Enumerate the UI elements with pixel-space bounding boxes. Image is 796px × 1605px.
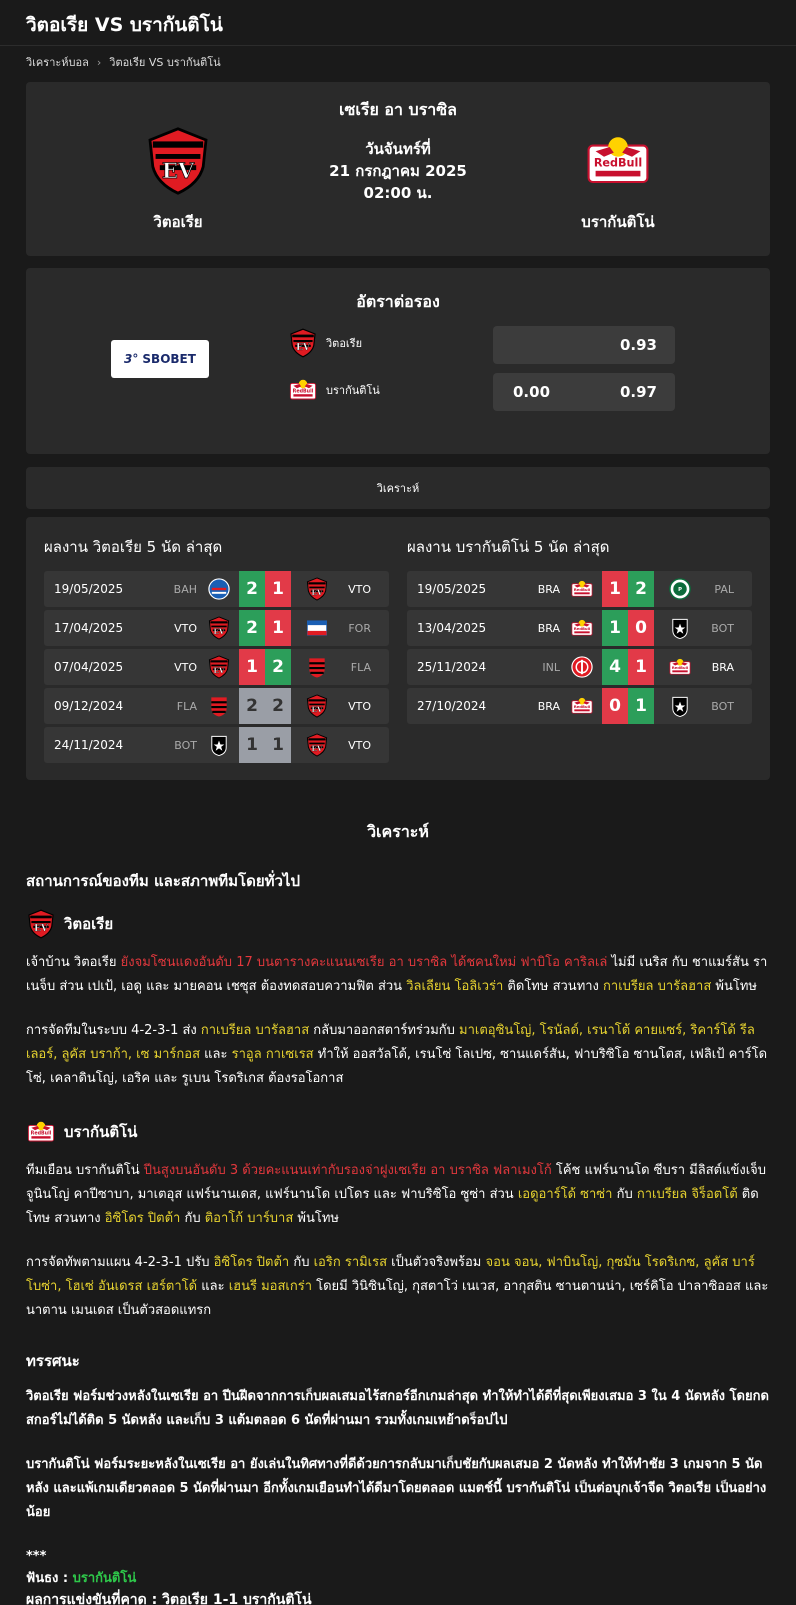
- away-team-heading: [26, 1117, 770, 1147]
- home-team-heading-label: วิตอเรีย: [64, 915, 114, 933]
- highlighted-text: เอริก รามิเรส: [313, 1255, 388, 1270]
- paragraph-text: ทีมเยือน บรากันติโน่: [26, 1163, 144, 1178]
- recent-form-card: [26, 517, 770, 780]
- away-team-code: PAL: [714, 582, 734, 596]
- match-result-row[interactable]: [407, 571, 752, 607]
- away-score: 1: [265, 727, 291, 763]
- match-result-row[interactable]: [44, 610, 389, 646]
- away-team-code: FOR: [348, 621, 371, 635]
- breadcrumb-current: วิตอเรีย VS บรากันติโน่: [109, 56, 221, 69]
- paragraph-text: ทำให้ ออสวัลโด้, เรนโซ่ โลเปซ, ซานแดร์สัน, ฟาบริซิโอ ซานโตส, เฟลิเป้ คาร์โดโซ่, เคลาดินโญ่, เอริค และ รูเบน โรดริเกส ต้องรอโอกาส: [26, 1047, 768, 1086]
- match-result-row[interactable]: [407, 688, 752, 724]
- away-form-list: [407, 571, 752, 724]
- highlighted-text: ติอาโก้ บาร์บาส: [204, 1211, 294, 1226]
- match-date: 09/12/2024: [54, 699, 124, 713]
- highlighted-text: เฮนรี มอสเกร่า: [228, 1279, 312, 1294]
- botafogo-crest-icon: [668, 616, 692, 640]
- home-team-code: VTO: [174, 621, 197, 635]
- home-team-code: BAH: [173, 582, 197, 596]
- home-team-name: วิตอเรีย: [153, 213, 203, 231]
- highlighted-text: มาเตอุซินโญ่, โรนัลด์, เรนาโต้ คายแซร์, ริคาร์โด้ รีลเลอร์, ลูคัส บราก้า, เซ มาร์กอส: [26, 1023, 755, 1062]
- flamengo-crest-icon: [305, 655, 329, 679]
- odds-away-box[interactable]: [493, 373, 675, 411]
- bragantino-crest-icon: [668, 655, 692, 679]
- separator-stars: ***: [26, 1549, 47, 1564]
- analysis-article: [0, 820, 796, 1605]
- paragraph-text: กับ: [289, 1255, 314, 1270]
- away-score: 2: [265, 649, 291, 685]
- away-team-code: BOT: [711, 699, 734, 713]
- team-situation-heading: สถานการณ์ของทีม และสภาพทีมโดยทั่วไป: [26, 872, 300, 890]
- paragraph-text: ติดโทษ สวนทาง: [503, 979, 604, 994]
- pick-line: [26, 1569, 770, 1589]
- match-result-row[interactable]: [44, 727, 389, 763]
- away-lineup-paragraph: [26, 1251, 770, 1323]
- highlighted-text: กาเบรียล จิร็อตโต้: [636, 1187, 738, 1202]
- away-score: 1: [265, 571, 291, 607]
- breadcrumb: [0, 46, 796, 78]
- prediction-label: ผลการแข่งขันที่คาด :: [26, 1592, 163, 1605]
- match-result-row[interactable]: [44, 571, 389, 607]
- match-date: 27/10/2024: [417, 699, 487, 713]
- home-lineup-paragraph: [26, 1019, 770, 1091]
- bookmaker-name: SBOBET: [142, 352, 196, 366]
- away-team-code: FLA: [350, 660, 371, 674]
- odds-home-box[interactable]: [493, 326, 675, 364]
- paragraph-text: การจัดทัพตามแผน 4-2-3-1 ปรับ: [26, 1255, 214, 1270]
- match-day: วันจันทร์ที่: [365, 140, 431, 158]
- bragantino-crest-icon: [570, 616, 594, 640]
- paragraph-text: กับ: [180, 1211, 205, 1226]
- home-score: 1: [602, 610, 628, 646]
- bragantino-crest-icon: [570, 577, 594, 601]
- home-score: 2: [239, 610, 265, 646]
- bahia-crest-icon: [207, 577, 231, 601]
- view-heading: ทรรศนะ: [26, 1352, 80, 1370]
- away-score: 1: [628, 688, 654, 724]
- away-form-column: [407, 535, 752, 762]
- sbobet-logo[interactable]: [111, 340, 209, 378]
- fortaleza-crest-icon: [305, 616, 329, 640]
- tab-analysis-label: วิเคราะห์: [376, 482, 420, 495]
- match-date: 24/11/2024: [54, 738, 124, 752]
- home-score: 2: [239, 571, 265, 607]
- highlighted-text: ราอูล กาเซเรส: [231, 1047, 314, 1062]
- match-time: 02:00 น.: [363, 184, 433, 202]
- internacional-crest-icon: [570, 655, 594, 679]
- home-team-heading: [26, 909, 770, 939]
- page-header: [0, 0, 796, 46]
- odds-home-value: 0.93: [619, 336, 657, 354]
- vitoria-crest-icon: [305, 694, 329, 718]
- away-team-code: BRA: [711, 660, 734, 674]
- odds-card: [26, 268, 770, 454]
- home-team-code: VTO: [174, 660, 197, 674]
- home-score: 0: [602, 688, 628, 724]
- home-news-paragraph: [26, 951, 770, 999]
- home-form-list: [44, 571, 389, 763]
- bragantino-crest-icon: [26, 1117, 56, 1147]
- match-result-row[interactable]: [44, 688, 389, 724]
- away-team-code: VTO: [348, 699, 371, 713]
- botafogo-crest-icon: [207, 733, 231, 757]
- paragraph-text: โดยมี วินิซินโญ่, กุสตาโว่ เนเวส, อากุสติน ซานตานน่า, เซร์คิโอ ปาลาซิออส และ นาตาน เมนเดส เป็นตัวสอดแทรก: [26, 1279, 769, 1318]
- match-date: 19/05/2025: [417, 582, 487, 596]
- away-form-title: ผลงาน บรากันติโน่ 5 นัด ล่าสุด: [407, 538, 610, 556]
- vitoria-crest-icon: [305, 577, 329, 601]
- pick-team: บรากันติโน่: [72, 1571, 137, 1586]
- paragraph-text: เป็นตัวจริงพร้อม: [387, 1255, 486, 1270]
- home-team-code: FLA: [176, 699, 197, 713]
- odds-home-name: วิตอเรีย: [326, 337, 363, 350]
- away-news-paragraph: [26, 1159, 770, 1231]
- paragraph-text: พ้นโทษ: [711, 979, 757, 994]
- match-date: 17/04/2025: [54, 621, 124, 635]
- away-score: 1: [628, 649, 654, 685]
- match-date: 25/11/2024: [417, 660, 487, 674]
- paragraph-text: โค้ช แฟร์นานโด ซีบรา มีลิสต์แข้งเจ็บ จูนินโญ่ คาปีซาบา, มาเตอุส แฟร์นานเดส, แฟร์นานโด เปโดร และ ฟาบริซิโอ ซูซ่า ส่วน: [26, 1163, 767, 1202]
- highlighted-text: อิซิโดร ปิตต้า: [213, 1255, 290, 1270]
- away-score: 2: [265, 688, 291, 724]
- away-team-code: VTO: [348, 582, 371, 596]
- match-result-row[interactable]: [407, 649, 752, 685]
- away-team-name: บรากันติโน่: [581, 213, 655, 231]
- paragraph-text: พ้นโทษ: [293, 1211, 340, 1226]
- highlighted-text: จอน จอน, ฟาบินโญ่, กุซมัน โรดริเกซ, ลูคัส บาร์โบซ่า, โฮเซ่ อันเดรส เฮร์ตาโด้: [26, 1255, 755, 1294]
- paragraph-text: ไม่มี เนริส กับ ชาแมร์สัน ราเนจ็บ ส่วน เปเป้, เอดู และ มายคอน เชซุส ต้องทดสอบความฟิต ส่วน: [26, 955, 768, 994]
- match-date: 13/04/2025: [417, 621, 487, 635]
- odds-away-name: บรากันติโน่: [326, 384, 380, 397]
- away-score: 1: [265, 610, 291, 646]
- highlighted-text: กาเบรียล บารัลฮาส: [200, 1023, 310, 1038]
- bragantino-crest-icon: [570, 694, 594, 718]
- vitoria-crest-icon: [26, 909, 56, 939]
- home-team-code: BRA: [537, 699, 560, 713]
- home-score: 1: [239, 727, 265, 763]
- home-team-code: BOT: [174, 738, 197, 752]
- pick-label: ฟันธง :: [26, 1571, 73, 1586]
- odds-away-value: 0.97: [619, 383, 657, 401]
- article-heading: วิเคราะห์: [367, 822, 429, 841]
- view-home-paragraph: วิตอเรีย ฟอร์มช่วงหลังในเซเรีย อา ปีนฝีดจากการเก็บผลเสมอไร้สกอร์อีกเกมล่าสุด ทำให้ทำได้ดีที่สุดเพียงเสมอ 3 ใน 4 นัดหลัง โดยกดสกอร์ไม่ได้ติด 5 นัดหลัง และเก็บ 3 แต้มตลอด 6 นัดที่ผ่านมา รวมทั้งเกมเหย้าดร็อปไป: [26, 1389, 769, 1428]
- home-score: 2: [239, 688, 265, 724]
- home-form-title: ผลงาน วิตอเรีย 5 นัด ล่าสุด: [44, 538, 223, 556]
- highlighted-text: อิซิโดร ปิตต้า: [104, 1211, 181, 1226]
- botafogo-crest-icon: [668, 694, 692, 718]
- paragraph-text: การจัดทีมในระบบ 4-2-3-1 ส่ง: [26, 1023, 201, 1038]
- home-team-code: BRA: [537, 582, 560, 596]
- away-team-code: VTO: [348, 738, 371, 752]
- match-date: 21 กรกฎาคม 2025: [329, 162, 467, 180]
- home-team-code: INL: [542, 660, 560, 674]
- paragraph-text: ติดโทษ สวนทาง: [26, 1187, 759, 1226]
- flamengo-crest-icon: [207, 694, 231, 718]
- paragraph-text: และ: [200, 1047, 232, 1062]
- bragantino-crest-icon: [288, 375, 318, 405]
- view-away-paragraph: บรากันติโน่ ฟอร์มระยะหลังในเซเรีย อา ยังเล่นในทิศทางที่ดีด้วยการกลับมาเก็บชัยกับผลเสมอ 2 นัดหลัง ทำให้ทำชัย 3 เกมจาก 5 นัดหลัง และแพ้เกมเดียวตลอด 5 นัดที่ผ่านมา อีกทั้งเกมเยือนทำได้ดีมาโดยตลอด แมตช์นี้ บรากันติโน่ เป็นต่อบุกเจ้าจีด วิตอเรีย เป็นอย่างน้อย: [26, 1457, 767, 1520]
- paragraph-text: และ: [197, 1279, 229, 1294]
- paragraph-text: กับ: [612, 1187, 637, 1202]
- highlighted-text: วิลเลียน โอลิเวร่า: [406, 979, 504, 994]
- breadcrumb-separator: ›: [96, 55, 102, 69]
- away-score: 0: [628, 610, 654, 646]
- home-score: 4: [602, 649, 628, 685]
- home-score: 1: [602, 571, 628, 607]
- paragraph-text: กลับมาออกสตาร์ทร่วมกับ: [309, 1023, 460, 1038]
- sbobet-mark-icon: 3°: [124, 352, 139, 366]
- prediction-line: [26, 1589, 770, 1605]
- highlighted-text: ยังจมโซนแดงอันดับ 17 บนตารางคะแนนเซเรีย อา บราซิล ได้ชคนใหม่ ฟาบิโอ คาริลเล่: [120, 955, 608, 970]
- vitoria-crest-icon: [207, 616, 231, 640]
- tab-analysis[interactable]: [26, 467, 770, 509]
- odds-row-away: [288, 375, 380, 405]
- league-name: เซเรีย อา บราซิล: [339, 100, 457, 119]
- paragraph-text: เจ้าบ้าน วิตอเรีย: [26, 955, 121, 970]
- odds-row-home: [288, 328, 362, 358]
- away-team-block[interactable]: [538, 126, 698, 234]
- palmeiras-crest-icon: [668, 577, 692, 601]
- match-result-row[interactable]: [407, 610, 752, 646]
- away-team-heading-label: บรากันติโน่: [64, 1123, 138, 1141]
- home-score: 1: [239, 649, 265, 685]
- match-result-row[interactable]: [44, 649, 389, 685]
- bragantino-crest-icon: [583, 126, 653, 196]
- home-form-column: [44, 535, 389, 762]
- odds-title: อัตราต่อรอง: [356, 292, 440, 311]
- highlighted-text: ปีนสูงบนอันดับ 3 ด้วยคะแนนเท่ากับรองจ่าฝูงเซเรีย อา บราซิล ฟลาเมงโก้: [143, 1163, 552, 1178]
- page-title: วิตอเรีย VS บรากันติโน่: [26, 14, 223, 36]
- away-score: 2: [628, 571, 654, 607]
- home-team-code: BRA: [537, 621, 560, 635]
- odds-away-handicap: 0.00: [513, 383, 551, 401]
- vitoria-crest-icon: [288, 328, 318, 358]
- highlighted-text: กาเบรียล บารัลฮาส: [603, 979, 712, 994]
- match-date: 07/04/2025: [54, 660, 124, 674]
- match-header-card: [26, 82, 770, 256]
- match-date: 19/05/2025: [54, 582, 124, 596]
- vitoria-crest-icon: [207, 655, 231, 679]
- breadcrumb-parent-link[interactable]: วิเคราะห์บอล: [26, 56, 89, 69]
- prediction-value: วิตอเรีย 1-1 บรากันติโน่: [162, 1592, 312, 1605]
- highlighted-text: เอดูอาร์โด้ ซาซ่า: [517, 1187, 613, 1202]
- away-team-code: BOT: [711, 621, 734, 635]
- vitoria-crest-icon: [305, 733, 329, 757]
